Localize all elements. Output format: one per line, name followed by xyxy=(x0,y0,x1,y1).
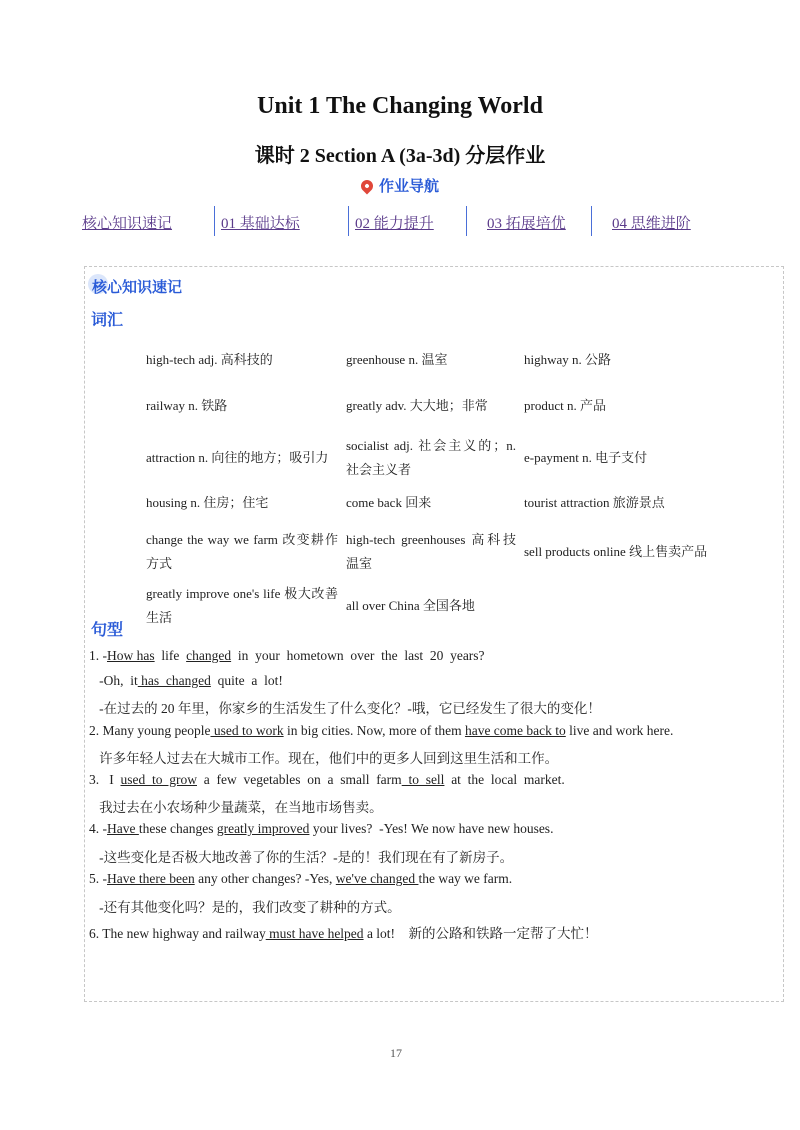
sentence-text: 2. Many young people xyxy=(89,723,211,738)
vocab-cell: high-tech adj. 高科技的 xyxy=(146,352,273,367)
table-row xyxy=(142,432,738,484)
sentence-line xyxy=(89,922,598,942)
key-phrase: Have there been xyxy=(107,871,195,886)
sentence-translation: 许多年轻人过去在大城市工作。现在，他们中的更多人回到这里生活和工作。 xyxy=(89,751,559,766)
table-row xyxy=(142,340,738,380)
sentence-line xyxy=(89,648,485,664)
sentence-text: 5. - xyxy=(89,871,107,886)
sentence-translation: -这些变化是否极大地改善了你的生活？-是的！我们现在有了新房子。 xyxy=(89,850,514,865)
sentence-text: in big cities. Now, more of them xyxy=(283,723,465,738)
table-row xyxy=(142,484,738,522)
sentence-text: in your hometown over the last 20 years? xyxy=(231,648,485,663)
sentence-text: at the local market. xyxy=(444,772,565,787)
sentence-text: the way we farm. xyxy=(418,871,513,886)
sentence-line xyxy=(89,821,553,837)
key-phrase: to sell xyxy=(401,772,445,787)
key-phrase: must have helped xyxy=(265,926,364,941)
section-core-knowledge xyxy=(92,276,182,297)
vocab-cell: socialist adj. 社会主义的；n. 社会主义者 xyxy=(346,438,516,477)
vocab-cell: e-payment n. 电子支付 xyxy=(524,450,648,465)
page-number: 17 xyxy=(390,1046,402,1060)
sentence-line xyxy=(89,673,283,689)
sentence-text: a lot! 新的公路和铁路一定帮了大忙！ xyxy=(363,926,598,941)
sentence-translation: -还有其他变化吗？是的，我们改变了耕种的方式。 xyxy=(89,900,401,915)
page-subtitle: 课时 2 Section A (3a-3d) 分层作业 xyxy=(254,145,546,167)
section-core-knowledge-label: 核心知识速记 xyxy=(92,278,183,296)
nav-divider xyxy=(348,206,349,236)
nav-link-improve[interactable]: 02 能力提升 xyxy=(355,216,434,232)
vocab-cell: housing n. 住房；住宅 xyxy=(146,495,269,510)
key-phrase: has changed xyxy=(137,673,211,688)
sentence-line xyxy=(89,772,565,788)
table-row xyxy=(142,582,738,630)
vocab-cell: greenhouse n. 温室 xyxy=(346,352,448,367)
nav-divider xyxy=(466,206,467,236)
key-phrase: have come back to xyxy=(464,723,566,738)
sentence-text: life xyxy=(154,648,187,663)
nav-divider xyxy=(591,206,592,236)
vocabulary-table xyxy=(142,340,738,630)
nav-link-thinking[interactable]: 04 思维进阶 xyxy=(612,216,691,232)
nav-link-basic[interactable]: 01 基础达标 xyxy=(221,216,300,232)
vocab-cell: greatly improve one's life 极大改善生活 xyxy=(146,586,338,625)
sentence-text: these changes xyxy=(138,821,217,836)
nav-link-extend[interactable]: 03 拓展培优 xyxy=(487,216,566,232)
sentence-translation: -在过去的 20 年里，你家乡的生活发生了什么变化？-哦，它已经发生了很大的变化！ xyxy=(89,701,601,716)
vocab-cell xyxy=(520,582,738,630)
section-sentences: 句型 xyxy=(91,620,124,639)
location-pin-icon xyxy=(358,178,375,195)
sentence-text: 6. The new highway and railway xyxy=(89,926,266,941)
key-phrase: Have xyxy=(107,821,139,836)
homework-navigation xyxy=(78,206,728,236)
key-phrase: greatly improved xyxy=(216,821,310,836)
sentence-text: 3. I xyxy=(89,772,121,787)
sentence-line xyxy=(89,871,512,887)
sentence-text: 4. - xyxy=(89,821,107,836)
vocab-cell: high-tech greenhouses 高科技温室 xyxy=(346,532,516,571)
nav-heading-label: 作业导航 xyxy=(378,177,439,195)
key-phrase: we've changed xyxy=(335,871,419,886)
vocab-cell: greatly adv. 大大地；非常 xyxy=(346,398,488,413)
vocab-cell: attraction n. 向往的地方；吸引力 xyxy=(146,450,329,465)
sentence-text: -Oh, it xyxy=(89,673,138,688)
vocab-cell: highway n. 公路 xyxy=(524,352,612,367)
vocab-cell: change the way we farm 改变耕作方式 xyxy=(146,532,338,571)
nav-link-core-knowledge[interactable]: 核心知识速记 xyxy=(82,216,173,232)
sentence-translation: 我过去在小农场种少量蔬菜，在当地市场售卖。 xyxy=(89,800,383,815)
section-vocabulary: 词汇 xyxy=(91,310,124,329)
sentence-text: live and work here. xyxy=(565,723,674,738)
sentence-text: any other changes? -Yes, xyxy=(194,871,336,886)
vocab-cell: all over China 全国各地 xyxy=(346,598,475,613)
vocab-cell: railway n. 铁路 xyxy=(146,398,228,413)
sentence-text: a few vegetables on a small farm xyxy=(197,772,402,787)
key-phrase: How has xyxy=(107,648,155,663)
sentence-line xyxy=(89,723,673,739)
vocab-cell: tourist attraction 旅游景点 xyxy=(524,495,665,510)
sentence-text: 1. - xyxy=(89,648,107,663)
nav-divider xyxy=(214,206,215,236)
key-phrase: used to grow xyxy=(120,772,197,787)
page-title: Unit 1 The Changing World xyxy=(257,93,543,119)
vocab-cell: sell products online 线上售卖产品 xyxy=(524,544,708,559)
vocab-cell: product n. 产品 xyxy=(524,398,606,413)
sentence-text: quite a lot! xyxy=(210,673,283,688)
table-row xyxy=(142,522,738,582)
table-row xyxy=(142,380,738,432)
key-phrase: used to work xyxy=(210,723,284,738)
sentence-text: your lives? -Yes! We now have new houses. xyxy=(309,821,554,836)
key-phrase: changed xyxy=(186,648,232,663)
nav-heading xyxy=(0,175,800,196)
vocab-cell: come back 回来 xyxy=(346,495,432,510)
